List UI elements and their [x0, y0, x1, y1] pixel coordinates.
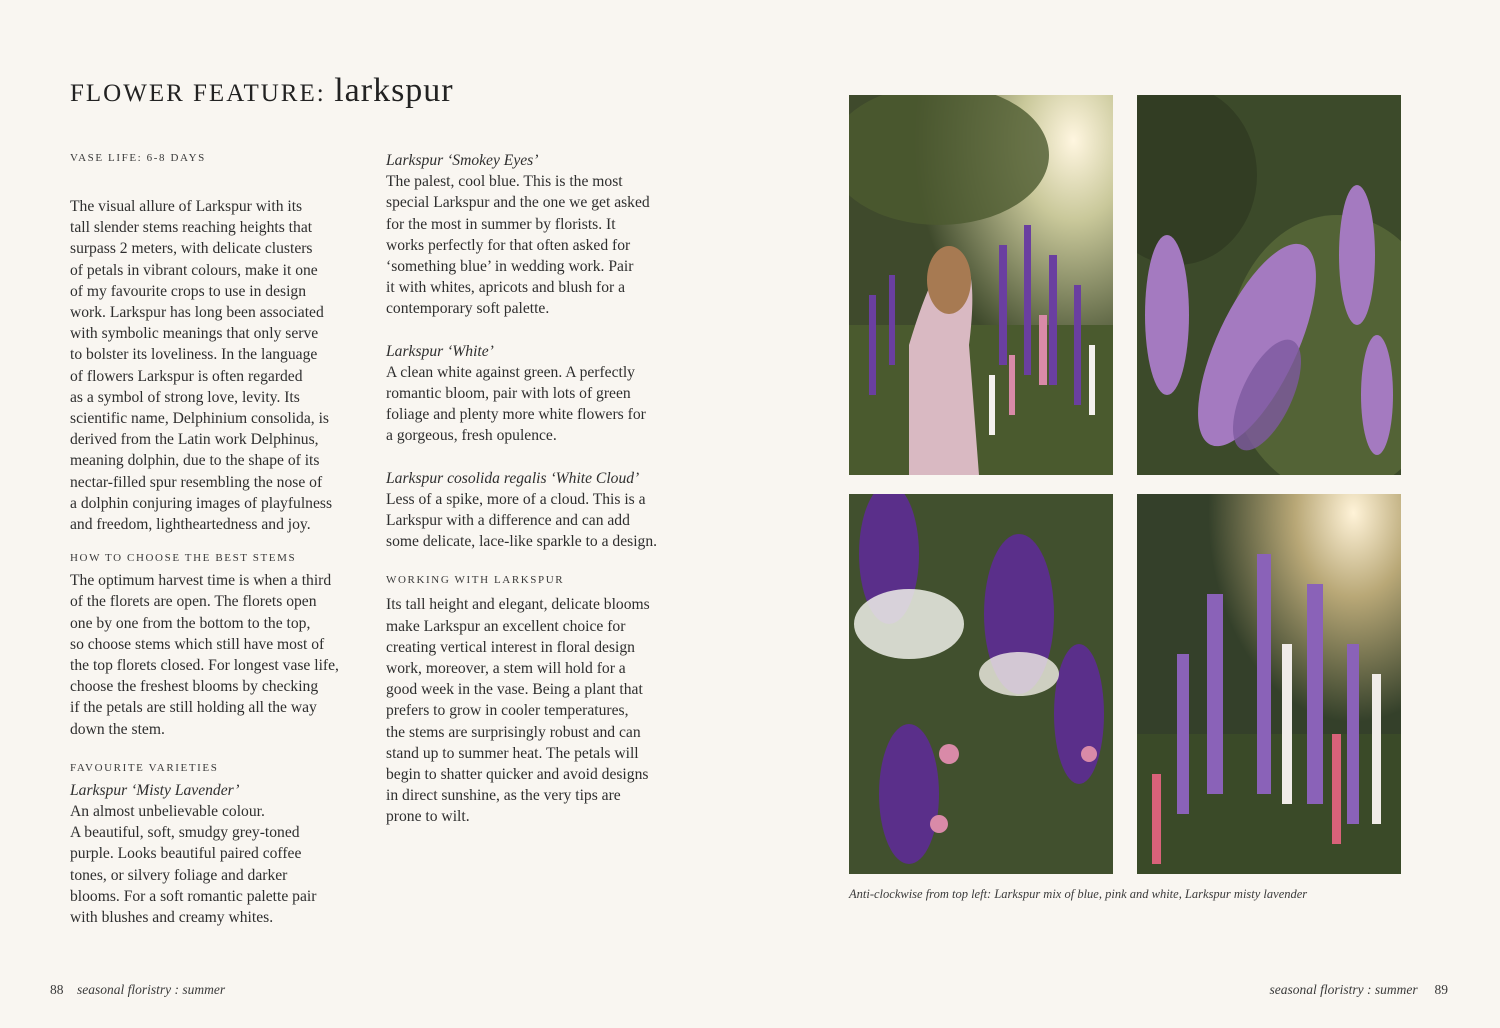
title-flower-name: larkspur [334, 72, 454, 109]
choose-stems-paragraph: The optimum harvest time is when a third of the florets are open. The florets open one by one from the bottom to the top, so choose stems which still have most of the top florets closed. For longest vase life, choose the freshest blooms by checking if the petals are still holding all the way down the stem. [70, 572, 339, 738]
right-running-title: seasonal floristry : summer [1269, 982, 1418, 997]
intro-paragraph: The visual allure of Larkspur with its tall slender stems reaching heights that surpass 2 meters, with delicate clusters of petals in vibrant colours, make it one of my favourite crops to use in design work. Larkspur has long been associated with symbolic meanings that only serve to bolster its loveliness. In the language of flowers Larkspur is often regarded as a symbol of strong love, levity. Its scientific name, Delphinium consolida, is derived from the Latin work Delphinus, meaning dolphin, due to the shape of its nectar-filled spur resembling the nose of a dolphin conjuring images of playfulness and freedom, lightheartedness and joy. [70, 198, 333, 534]
photo-purple-and-white-mix [849, 494, 1113, 874]
variety-name: Larkspur ‘Smokey Eyes’ [386, 152, 539, 169]
variety-name: Larkspur ‘Misty Lavender’ [70, 781, 240, 799]
left-running-title: seasonal floristry : summer [77, 982, 226, 997]
left-page-footer [50, 982, 225, 998]
left-text-column [70, 150, 370, 928]
variety-description: The palest, cool blue. This is the most special Larkspur and the one we get asked for the most in summer by florists. It works perfectly for that often asked for ‘something blue’ in wedding work. Pair it with whites, apricots and blush for a contemporary soft palette. [386, 173, 650, 318]
variety-description: A clean white against green. A perfectly romantic bloom, pair with lots of green foliage and plenty more white flowers for a gorgeous, fresh opulence. [386, 363, 646, 445]
variety-description: Less of a spike, more of a cloud. This is a Larkspur with a difference and can add some delicate, lace-like sparkle to a design. [386, 490, 658, 551]
page-title [70, 72, 454, 110]
variety-name: Larkspur cosolida regalis ‘White Cloud’ [386, 469, 640, 487]
variety-white [386, 341, 686, 447]
vase-life-label: VASE LIFE: 6-8 DAYS [70, 152, 206, 164]
working-with-larkspur-heading: WORKING WITH LARKSPUR [386, 574, 565, 587]
photo-sunlit-larkspur-mix [1137, 494, 1401, 874]
photo-caption: Anti-clockwise from top left: Larkspur mix of blue, pink and white, Larkspur misty lavender [849, 887, 1308, 901]
choose-stems-heading: HOW TO CHOOSE THE BEST STEMS [70, 552, 297, 565]
variety-misty-lavender [70, 780, 370, 928]
working-with-larkspur-paragraph: Its tall height and elegant, delicate blooms make Larkspur an excellent choice for creating vertical interest in floral design work, moreover, a stem will hold for a good week in the vase. Being a plant that prefers to grow in cooler temperatures, the stems are surprisingly robust and can stand up to summer heat. The petals will begin to shatter quicker and avoid designs in direct sunshine, as the very tips are prone to wilt. [386, 596, 650, 826]
favourite-varieties-heading: FAVOURITE VARIETIES [70, 761, 219, 774]
variety-white-cloud [386, 468, 686, 553]
left-page-number: 88 [50, 982, 64, 997]
right-page-number: 89 [1434, 982, 1448, 997]
variety-name: Larkspur ‘White’ [386, 342, 494, 360]
right-page-footer [1270, 982, 1449, 998]
variety-description: An almost unbelievable colour. A beautiful, soft, smudgy grey-toned purple. Looks beautiful paired coffee tones, or silvery foliage and darker blooms. For a soft romantic palette pair with blushes and creamy whites. [70, 803, 317, 927]
middle-text-column [386, 150, 686, 828]
title-prefix: FLOWER FEATURE: [70, 80, 326, 107]
variety-smokey-eyes [386, 150, 686, 320]
photo-misty-lavender-spikes [1137, 95, 1401, 475]
photo-woman-in-larkspur-field [849, 95, 1113, 475]
